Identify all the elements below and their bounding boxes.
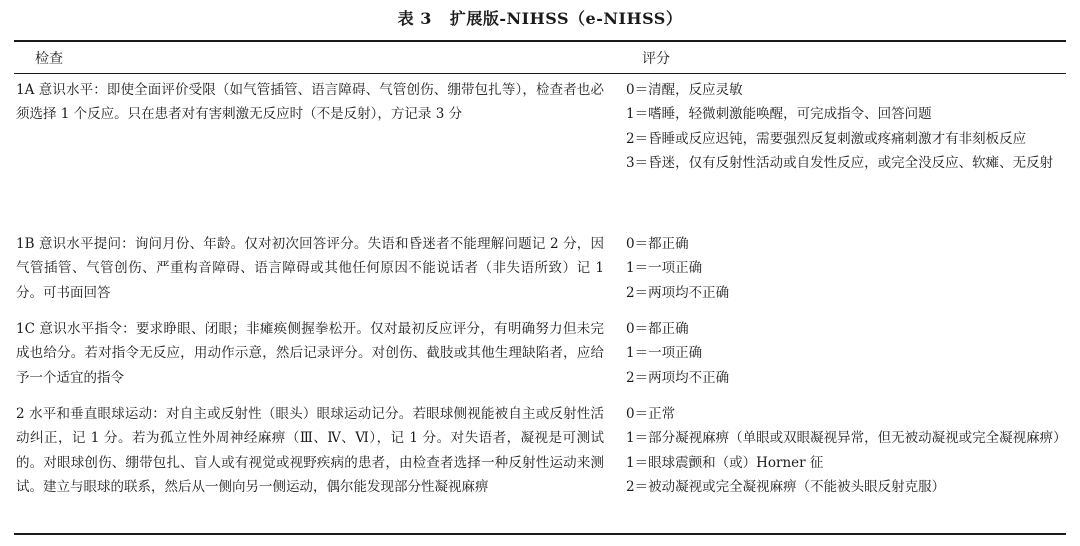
score-item: 2＝两项均不正确 — [626, 369, 730, 386]
score-item: 1＝部分凝视麻痹（单眼或双眼凝视异常，但无被动凝视或完全凝视麻痹） — [626, 430, 1067, 447]
score-item: 0＝都正确 — [626, 236, 689, 252]
column-header-score: 评分 — [642, 51, 670, 67]
top-rule — [14, 40, 1066, 42]
table-title — [0, 6, 1080, 29]
table-number: 表 3 — [397, 9, 432, 28]
score-item: 0＝正常 — [626, 406, 676, 422]
score-item: 0＝清醒，反应灵敏 — [626, 82, 743, 98]
score-item: 1＝一项正确 — [626, 260, 703, 277]
row-1b-scores — [626, 232, 1066, 305]
column-header-check: 检查 — [35, 51, 63, 67]
row-1a-scores — [626, 78, 1066, 176]
row-1b-check: 1B 意识水平提问：询问月份、年龄。仅对初次回答评分。失语和昏迷者不能理解问题记 2 分，因气管插管、气管创伤、严重构音障碍、语言障碍或其他任何原因不能说话者（非失语所致）记 1 分。可书面回答 — [16, 236, 604, 301]
score-item: 1＝嗜睡，轻微刺激能唤醒，可完成指令、回答问题 — [626, 106, 932, 123]
bottom-rule — [14, 533, 1066, 535]
row-1c-scores — [626, 317, 1066, 390]
score-item: 2＝被动凝视或完全凝视麻痹（不能被头眼反射克服） — [626, 479, 946, 496]
row-1c-check: 1C 意识水平指令：要求睁眼、闭眼；非瘫痪侧握拳松开。仅对最初反应评分，有明确努力但未完成也给分。若对指令无反应，用动作示意，然后记录评分。对创伤、截肢或其他生理缺陷者，应给予一个适宜的指令 — [16, 321, 604, 386]
score-item: 1＝眼球震颤和（或）Horner 征 — [626, 454, 824, 471]
header-rule — [14, 73, 1066, 74]
score-item: 0＝都正确 — [626, 321, 689, 337]
table-caption: 扩展版-NIHSS（e-NIHSS） — [449, 9, 683, 28]
score-item: 1＝一项正确 — [626, 345, 703, 362]
row-2-scores — [626, 402, 1066, 500]
score-item: 2＝昏睡或反应迟钝，需要强烈反复刺激或疼痛刺激才有非刻板反应 — [626, 130, 1027, 147]
score-item: 2＝两项均不正确 — [626, 284, 730, 301]
row-1a-check: 1A 意识水平：即使全面评价受限（如气管插管、语言障碍、气管创伤、绷带包扎等），检查者也必须选择 1 个反应。只在患者对有害刺激无反应时（不是反射），方记录 3 分 — [16, 82, 604, 123]
row-2-check: 2 水平和垂直眼球运动：对自主或反射性（眼头）眼球运动记分。若眼球侧视能被自主或反射性活动纠正，记 1 分。若为孤立性外周神经麻痹（Ⅲ、Ⅳ、Ⅵ），记 1 分。对失语者，凝视是可测试的。对眼球创伤、绷带包扎、盲人或有视觉或视野疾病的患者，由检查者选择一种反射性运动来测试。建立与眼球的联系，然后从一侧向另一侧运动，偶尔能发现部分性凝视麻痹 — [16, 406, 604, 496]
score-item: 3＝昏迷，仅有反射性活动或自发性反应，或完全没反应、软瘫、无反射 — [626, 155, 1054, 172]
